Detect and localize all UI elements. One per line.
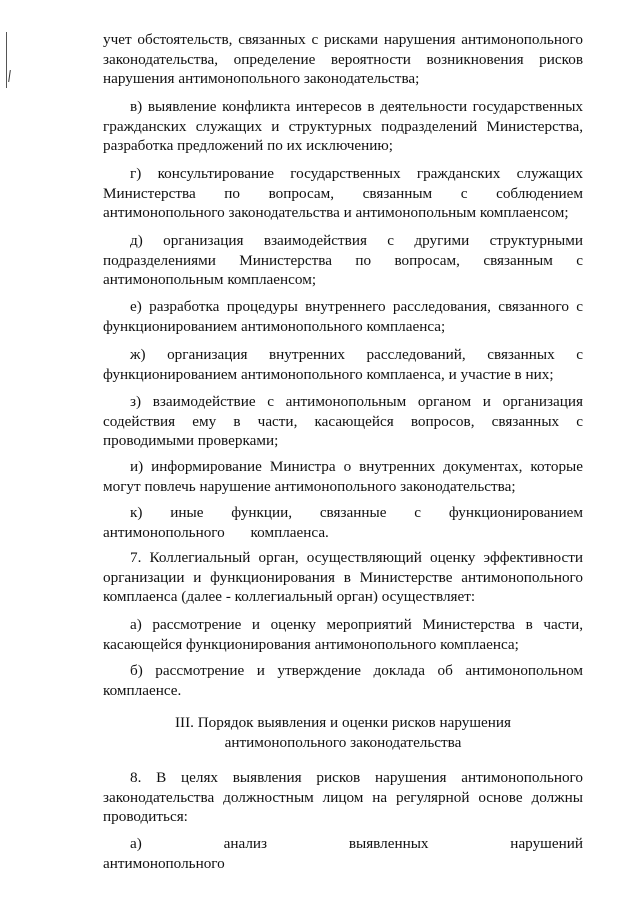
paragraph-zh: ж) организация внутренних расследований, связанных с функционированием антимонопольного комплаенса, и участие в них;: [103, 346, 583, 383]
paragraph-k: к) иные функции, связанные с функционированием антимонопольного комплаенса.: [103, 504, 583, 541]
section-heading: III. Порядок выявления и оценки рисков нарушения антимонопольного законодательства: [174, 714, 512, 751]
paragraph-z: з) взаимодействие с антимонопольным органом и организация содействия ему в части, касающейся вопросов, связанных с проводимыми проверками;: [103, 393, 583, 449]
paragraph-e: е) разработка процедуры внутреннего расследования, связанного с функционированием антимонопольного комплаенса;: [103, 298, 583, 335]
margin-tick: [8, 70, 11, 82]
paragraph-7a: а) рассмотрение и оценку мероприятий Министерства в части, касающейся функционирования антимонопольного комплаенса;: [103, 616, 583, 653]
paragraph-i: и) информирование Министра о внутренних документах, которые могут повлечь нарушение антимонопольного законодательства;: [103, 458, 583, 495]
paragraph-b-continued: учет обстоятельств, связанных с рисками нарушения антимонопольного законодательства, определение вероятности возникновения рисков нарушения антимонопольного законодательства;: [103, 31, 583, 87]
paragraph-7b: б) рассмотрение и утверждение доклада об антимонопольном комплаенсе.: [103, 662, 583, 699]
paragraph-v: в) выявление конфликта интересов в деятельности государственных гражданских служащих и структурных подразделений Министерства, разработка предложений по их исключению;: [103, 98, 583, 154]
paragraph-7: 7. Коллегиальный орган, осуществляющий оценку эффективности организации и функционирования в Министерстве антимонопольного комплаенса (далее - коллегиальный орган) осуществляет:: [103, 549, 583, 605]
paragraph-g: г) консультирование государственных гражданских служащих Министерства по вопросам, связанным с соблюдением антимонопольного законодательства и антимонопольным комплаенсом;: [103, 165, 583, 221]
paragraph-8a: а) анализ выявленных нарушений антимонопольного: [103, 835, 583, 872]
paragraph-d: д) организация взаимодействия с другими структурными подразделениями Министерства по вопросам, связанным с антимонопольным комплаенсом;: [103, 232, 583, 288]
margin-line: [6, 32, 7, 88]
paragraph-8: 8. В целях выявления рисков нарушения антимонопольного законодательства должностным лицом на регулярной основе должны проводиться:: [103, 769, 583, 825]
